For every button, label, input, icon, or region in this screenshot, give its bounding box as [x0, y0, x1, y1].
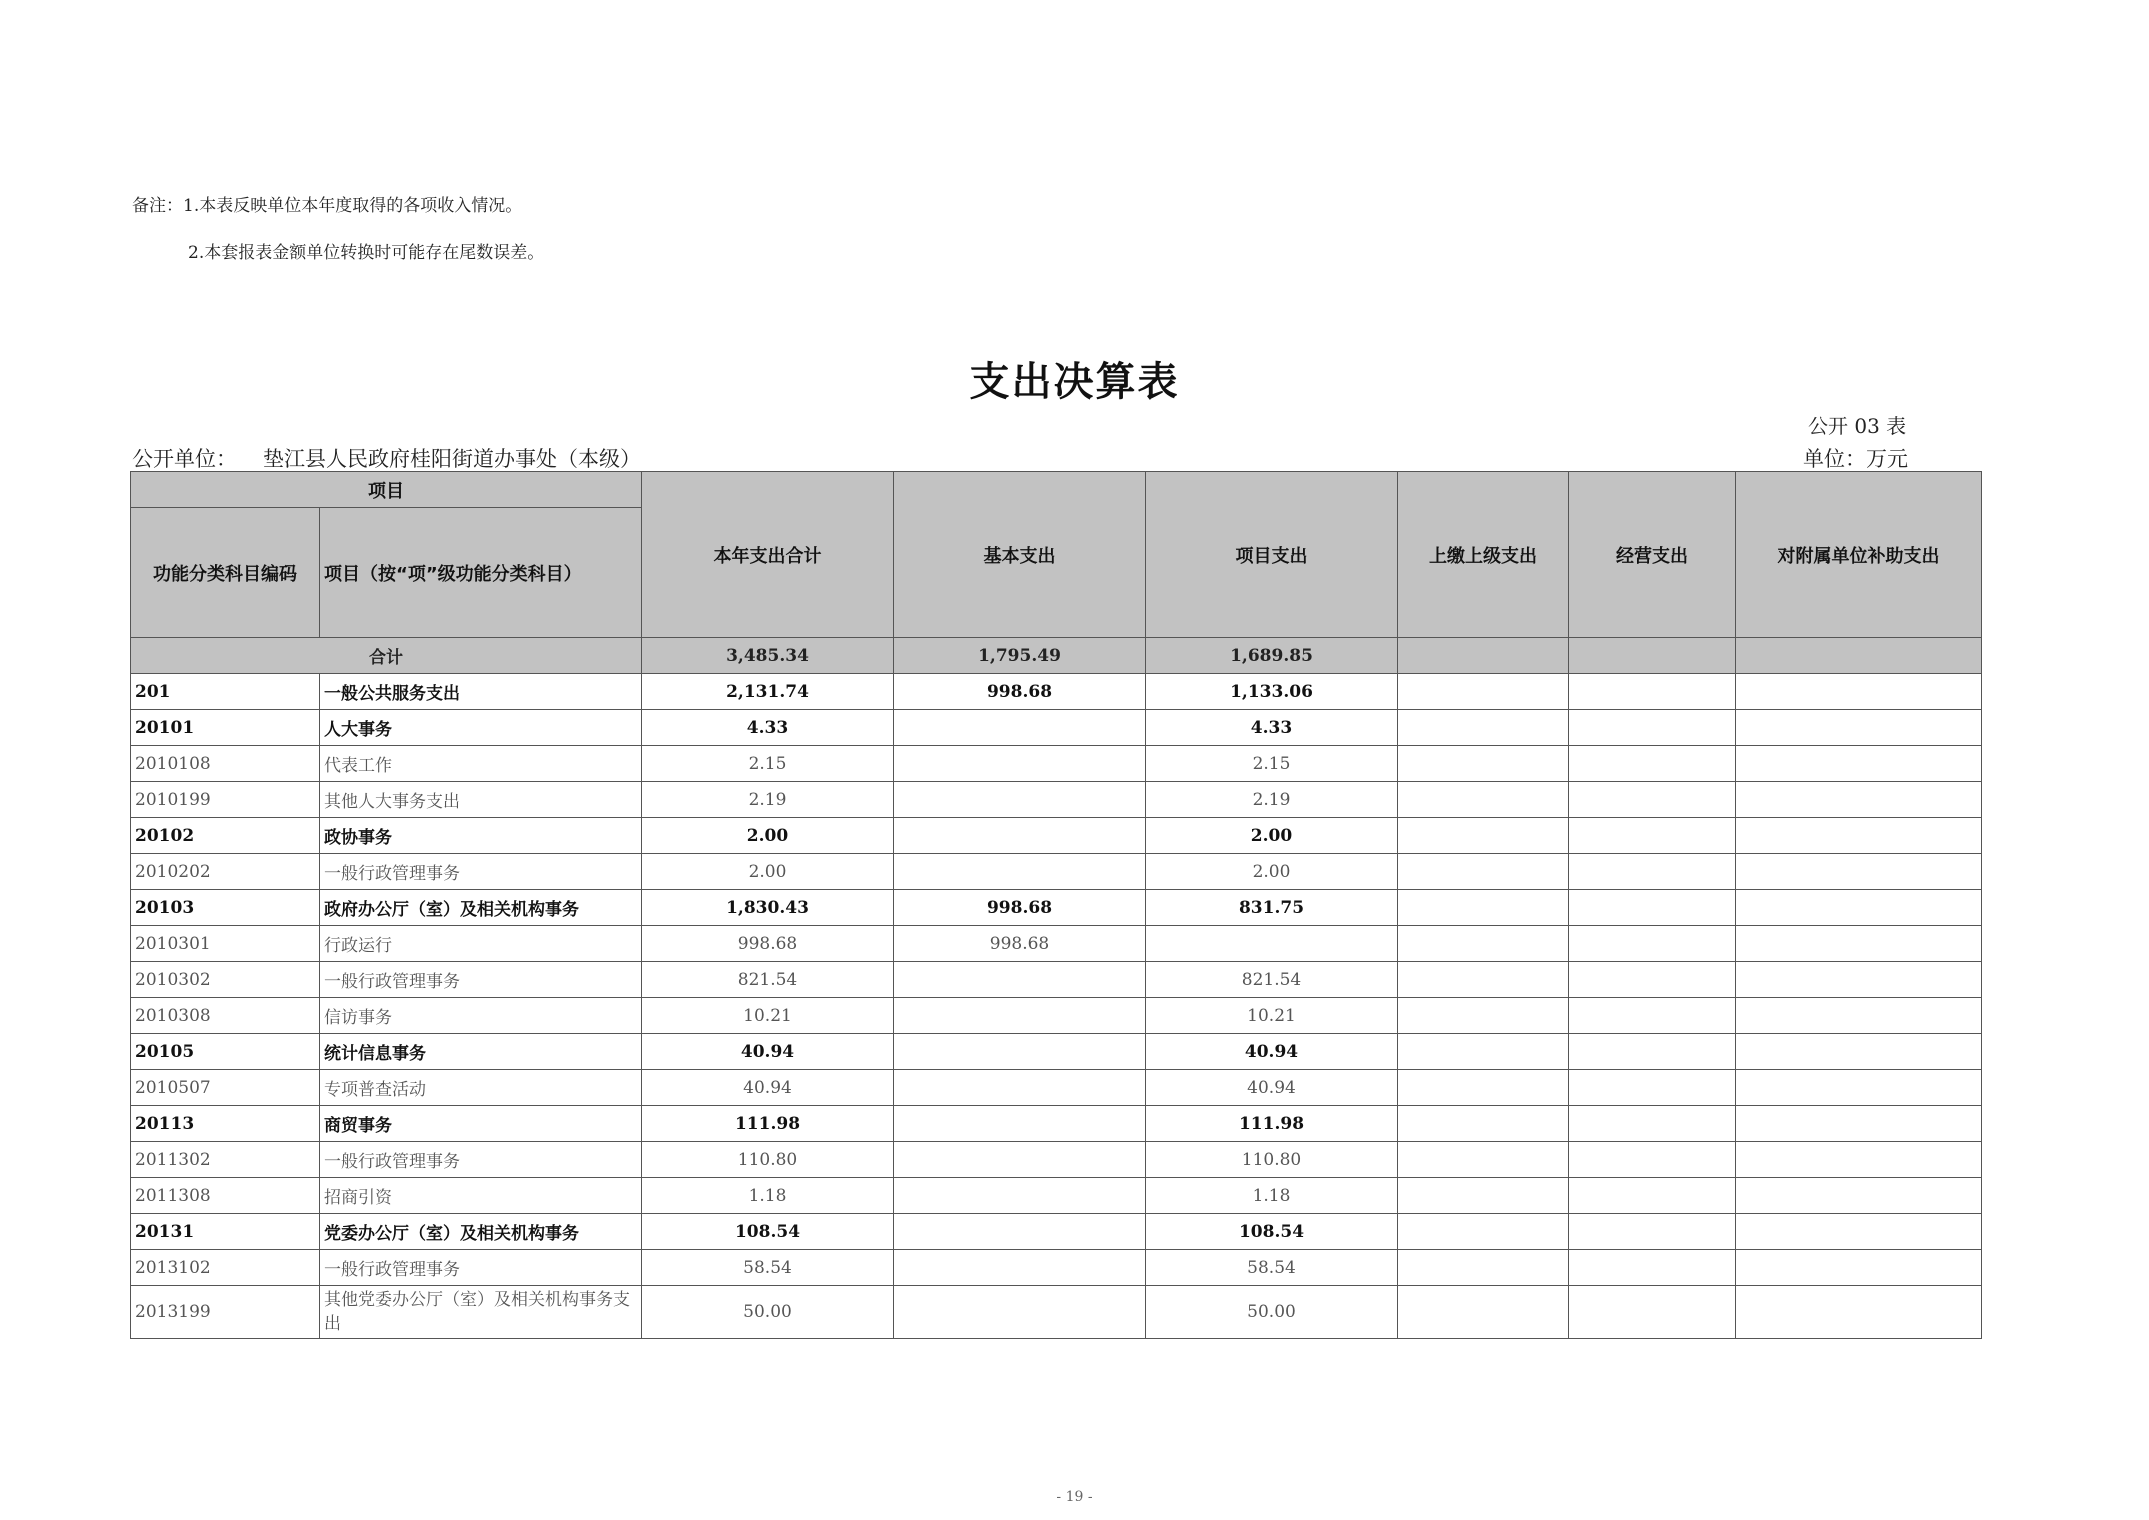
row-project: 2.00 [1146, 854, 1398, 890]
table-row [131, 1286, 1982, 1339]
row-project: 110.80 [1146, 1142, 1398, 1178]
row-total: 2.15 [642, 746, 894, 782]
row-basic [894, 1214, 1146, 1250]
row-upper [1398, 746, 1569, 782]
total-business [1569, 638, 1736, 674]
row-total: 4.33 [642, 710, 894, 746]
note-line-2: 2.本套报表金额单位转换时可能存在尾数误差。 [188, 243, 545, 263]
row-project: 1.18 [1146, 1178, 1398, 1214]
row-upper [1398, 1034, 1569, 1070]
row-basic: 998.68 [894, 890, 1146, 926]
row-name: 其他人大事务支出 [320, 782, 642, 818]
row-subsidy [1736, 674, 1982, 710]
row-code: 2010301 [131, 926, 320, 962]
row-name: 信访事务 [320, 998, 642, 1034]
row-upper [1398, 998, 1569, 1034]
row-business [1569, 1142, 1736, 1178]
note-line-1: 备注：1.本表反映单位本年度取得的各项收入情况。 [132, 196, 523, 216]
row-basic [894, 746, 1146, 782]
row-total: 58.54 [642, 1250, 894, 1286]
row-subsidy [1736, 1034, 1982, 1070]
row-business [1569, 926, 1736, 962]
row-code: 2013199 [131, 1286, 320, 1339]
row-project: 2.00 [1146, 818, 1398, 854]
row-name: 招商引资 [320, 1178, 642, 1214]
row-business [1569, 1250, 1736, 1286]
row-total: 2.00 [642, 818, 894, 854]
row-name: 行政运行 [320, 926, 642, 962]
row-code: 2011302 [131, 1142, 320, 1178]
table-row [131, 1214, 1982, 1250]
row-subsidy [1736, 1178, 1982, 1214]
row-subsidy [1736, 818, 1982, 854]
row-code: 2010308 [131, 998, 320, 1034]
reporting-unit-name: 垫江县人民政府桂阳街道办事处（本级） [263, 447, 641, 471]
row-code: 20102 [131, 818, 320, 854]
header-business: 经营支出 [1569, 472, 1736, 638]
table-row [131, 998, 1982, 1034]
total-row [131, 638, 1982, 674]
row-upper [1398, 926, 1569, 962]
row-basic [894, 1070, 1146, 1106]
row-total: 111.98 [642, 1106, 894, 1142]
table-row [131, 1142, 1982, 1178]
row-code: 20131 [131, 1214, 320, 1250]
row-basic [894, 1286, 1146, 1339]
row-business [1569, 674, 1736, 710]
row-basic [894, 998, 1146, 1034]
row-code: 20103 [131, 890, 320, 926]
table-row [131, 746, 1982, 782]
row-name: 一般行政管理事务 [320, 1142, 642, 1178]
row-basic: 998.68 [894, 926, 1146, 962]
header-item: 项目 [131, 472, 642, 508]
header-subsidy: 对附属单位补助支出 [1736, 472, 1982, 638]
row-subsidy [1736, 998, 1982, 1034]
row-basic [894, 818, 1146, 854]
reporting-unit [132, 443, 641, 473]
total-subsidy [1736, 638, 1982, 674]
row-total: 2.19 [642, 782, 894, 818]
row-subsidy [1736, 1142, 1982, 1178]
row-business [1569, 998, 1736, 1034]
row-business [1569, 818, 1736, 854]
row-name: 统计信息事务 [320, 1034, 642, 1070]
row-code: 20101 [131, 710, 320, 746]
row-project: 50.00 [1146, 1286, 1398, 1339]
row-upper [1398, 1250, 1569, 1286]
table-row [131, 782, 1982, 818]
row-project: 40.94 [1146, 1034, 1398, 1070]
row-name: 政府办公厅（室）及相关机构事务 [320, 890, 642, 926]
row-basic [894, 710, 1146, 746]
row-business [1569, 1286, 1736, 1339]
reporting-unit-label: 公开单位： [132, 447, 237, 471]
row-upper [1398, 674, 1569, 710]
row-total: 2.00 [642, 854, 894, 890]
page-title: 支出决算表 [969, 359, 1180, 405]
row-code: 2010199 [131, 782, 320, 818]
total-label: 合计 [131, 638, 642, 674]
row-name: 专项普查活动 [320, 1070, 642, 1106]
row-name: 商贸事务 [320, 1106, 642, 1142]
row-subsidy [1736, 1286, 1982, 1339]
row-total: 1.18 [642, 1178, 894, 1214]
row-project: 831.75 [1146, 890, 1398, 926]
row-basic: 998.68 [894, 674, 1146, 710]
header-total: 本年支出合计 [642, 472, 894, 638]
row-code: 201 [131, 674, 320, 710]
row-total: 40.94 [642, 1070, 894, 1106]
row-upper [1398, 818, 1569, 854]
row-total: 110.80 [642, 1142, 894, 1178]
row-total: 1,830.43 [642, 890, 894, 926]
row-upper [1398, 1106, 1569, 1142]
row-project: 2.19 [1146, 782, 1398, 818]
expenditure-table [130, 471, 1982, 1339]
row-basic [894, 1250, 1146, 1286]
table-row [131, 674, 1982, 710]
row-code: 2011308 [131, 1178, 320, 1214]
table-number: 公开 03 表 [1808, 414, 1907, 438]
header-name: 项目（按“项”级功能分类科目） [320, 508, 642, 638]
row-project: 821.54 [1146, 962, 1398, 998]
row-subsidy [1736, 890, 1982, 926]
row-business [1569, 854, 1736, 890]
row-project: 2.15 [1146, 746, 1398, 782]
row-upper [1398, 1286, 1569, 1339]
row-upper [1398, 962, 1569, 998]
table-row [131, 1034, 1982, 1070]
row-code: 2010507 [131, 1070, 320, 1106]
row-name: 代表工作 [320, 746, 642, 782]
total-upper [1398, 638, 1569, 674]
row-basic [894, 1178, 1146, 1214]
row-basic [894, 962, 1146, 998]
row-upper [1398, 1214, 1569, 1250]
row-total: 50.00 [642, 1286, 894, 1339]
row-business [1569, 1214, 1736, 1250]
row-code: 2010202 [131, 854, 320, 890]
table-row [131, 1070, 1982, 1106]
row-basic [894, 1142, 1146, 1178]
header-code: 功能分类科目编码 [131, 508, 320, 638]
row-upper [1398, 1142, 1569, 1178]
row-project [1146, 926, 1398, 962]
row-name: 一般行政管理事务 [320, 962, 642, 998]
row-code: 2013102 [131, 1250, 320, 1286]
header-upper: 上缴上级支出 [1398, 472, 1569, 638]
row-basic [894, 1034, 1146, 1070]
row-business [1569, 710, 1736, 746]
row-basic [894, 854, 1146, 890]
row-project: 4.33 [1146, 710, 1398, 746]
table-row [131, 1178, 1982, 1214]
row-total: 998.68 [642, 926, 894, 962]
row-business [1569, 1106, 1736, 1142]
table-row [131, 926, 1982, 962]
total-project: 1,689.85 [1146, 638, 1398, 674]
total-basic: 1,795.49 [894, 638, 1146, 674]
row-upper [1398, 1178, 1569, 1214]
row-project: 10.21 [1146, 998, 1398, 1034]
row-name: 一般行政管理事务 [320, 854, 642, 890]
row-subsidy [1736, 962, 1982, 998]
header-basic: 基本支出 [894, 472, 1146, 638]
row-subsidy [1736, 782, 1982, 818]
row-business [1569, 890, 1736, 926]
row-total: 40.94 [642, 1034, 894, 1070]
row-name: 政协事务 [320, 818, 642, 854]
row-subsidy [1736, 926, 1982, 962]
row-total: 821.54 [642, 962, 894, 998]
row-project: 58.54 [1146, 1250, 1398, 1286]
row-project: 40.94 [1146, 1070, 1398, 1106]
currency-unit: 单位：万元 [1803, 447, 1908, 471]
row-business [1569, 1070, 1736, 1106]
row-subsidy [1736, 710, 1982, 746]
row-total: 10.21 [642, 998, 894, 1034]
row-upper [1398, 890, 1569, 926]
table-row [131, 710, 1982, 746]
row-upper [1398, 1070, 1569, 1106]
row-business [1569, 962, 1736, 998]
row-business [1569, 782, 1736, 818]
row-subsidy [1736, 746, 1982, 782]
row-business [1569, 746, 1736, 782]
total-amount: 3,485.34 [642, 638, 894, 674]
row-code: 20113 [131, 1106, 320, 1142]
row-name: 党委办公厅（室）及相关机构事务 [320, 1214, 642, 1250]
row-name: 一般公共服务支出 [320, 674, 642, 710]
header-row-1 [131, 472, 1982, 508]
row-code: 20105 [131, 1034, 320, 1070]
table-row [131, 962, 1982, 998]
row-total: 108.54 [642, 1214, 894, 1250]
header-project: 项目支出 [1146, 472, 1398, 638]
table-row [131, 890, 1982, 926]
table-row [131, 854, 1982, 890]
row-project: 111.98 [1146, 1106, 1398, 1142]
row-name: 人大事务 [320, 710, 642, 746]
row-project: 108.54 [1146, 1214, 1398, 1250]
row-basic [894, 1106, 1146, 1142]
table-row [131, 1106, 1982, 1142]
row-basic [894, 782, 1146, 818]
row-upper [1398, 782, 1569, 818]
row-subsidy [1736, 1106, 1982, 1142]
row-code: 2010108 [131, 746, 320, 782]
row-total: 2,131.74 [642, 674, 894, 710]
row-business [1569, 1178, 1736, 1214]
row-subsidy [1736, 1250, 1982, 1286]
row-business [1569, 1034, 1736, 1070]
table-row [131, 1250, 1982, 1286]
row-project: 1,133.06 [1146, 674, 1398, 710]
row-upper [1398, 710, 1569, 746]
table-row [131, 818, 1982, 854]
row-subsidy [1736, 1070, 1982, 1106]
row-name: 一般行政管理事务 [320, 1250, 642, 1286]
row-upper [1398, 854, 1569, 890]
page-number: - 19 - [1056, 1489, 1093, 1505]
row-name: 其他党委办公厅（室）及相关机构事务支出 [320, 1286, 642, 1339]
row-code: 2010302 [131, 962, 320, 998]
row-subsidy [1736, 854, 1982, 890]
row-subsidy [1736, 1214, 1982, 1250]
